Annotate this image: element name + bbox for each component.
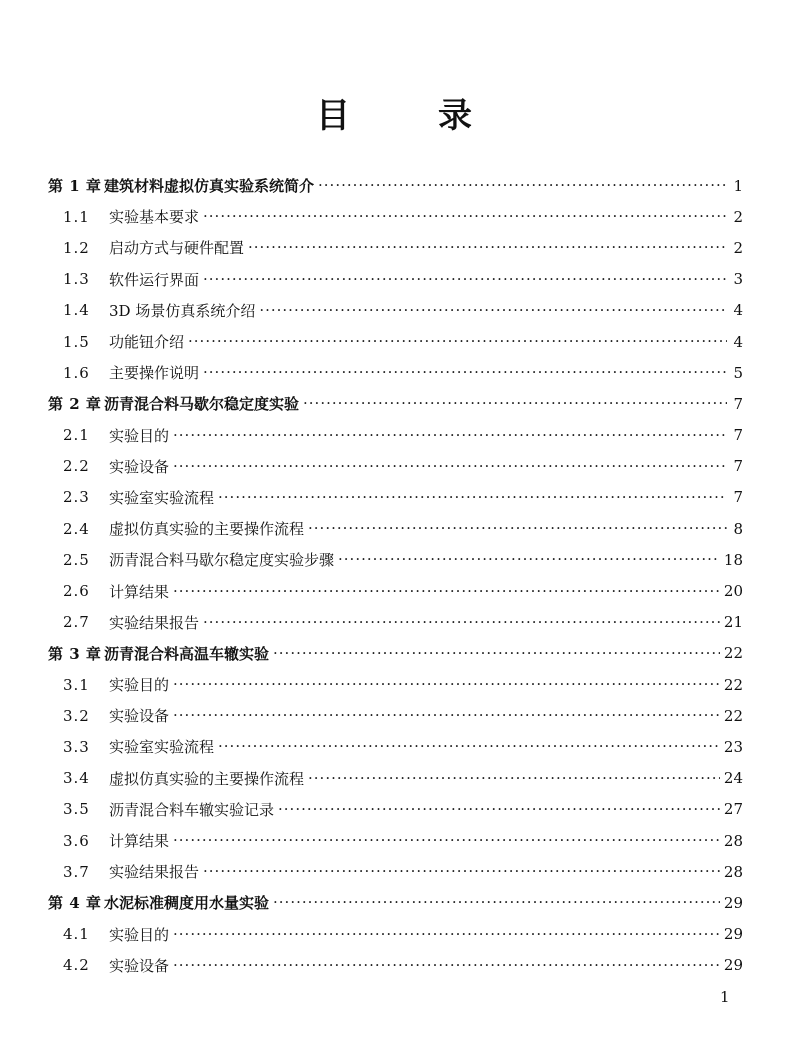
toc-entry-title: 实验目的 [109, 676, 170, 695]
toc-entry-number: 第 2 章 [48, 395, 102, 414]
toc-section-entry [48, 794, 743, 825]
toc-entry-page: 1 [733, 176, 743, 195]
toc-entry-title: 实验设备 [109, 956, 170, 975]
toc-dot-leader [218, 490, 727, 505]
toc-entry-page: 7 [733, 488, 743, 507]
toc-title-char-1: 目 [316, 96, 352, 136]
toc-section-entry [48, 420, 743, 451]
toc-dot-leader [338, 552, 720, 567]
toc-dot-leader [259, 303, 727, 318]
toc-entry-number: 2.1 [63, 426, 90, 445]
toc-entry-number: 3.5 [63, 800, 90, 819]
toc-dot-leader [173, 958, 720, 973]
toc-section-entry [48, 700, 743, 731]
toc-dot-leader [308, 771, 720, 786]
toc-entry-number: 3.7 [63, 862, 90, 881]
toc-entry-page: 7 [733, 457, 743, 476]
toc-section-entry [48, 825, 743, 856]
toc-entry-title: 启动方式与硬件配置 [109, 239, 245, 258]
toc-entry-title: 实验结果报告 [109, 613, 200, 632]
toc-dot-leader [173, 428, 727, 443]
toc-dot-leader [203, 209, 727, 224]
toc-dot-leader [203, 615, 720, 630]
toc-section-entry [48, 357, 743, 388]
toc-entry-title: 实验基本要求 [109, 208, 200, 227]
toc-entry-page: 4 [733, 301, 743, 320]
toc-section-entry [48, 264, 743, 295]
toc-chapter-entry [48, 638, 743, 669]
toc-dot-leader [273, 895, 720, 910]
toc-section-entry [48, 544, 743, 575]
toc-entry-number: 2.5 [63, 550, 90, 569]
toc-entry-title: 3D 场景仿真系统介绍 [109, 301, 256, 320]
toc-dot-leader [203, 365, 727, 380]
toc-entry-title: 实验室实验流程 [109, 738, 215, 757]
toc-chapter-entry [48, 170, 743, 201]
toc-entry-number: 2.4 [63, 519, 90, 538]
toc-entry-page: 22 [723, 706, 743, 725]
toc-section-entry [48, 482, 743, 513]
toc-section-entry [48, 856, 743, 887]
toc-dot-leader [203, 272, 727, 287]
toc-entry-number: 3.3 [63, 737, 90, 756]
toc-entry-page: 5 [733, 363, 743, 382]
table-of-contents [48, 170, 743, 981]
toc-section-entry [48, 731, 743, 762]
toc-dot-leader [173, 584, 720, 599]
toc-dot-leader [308, 521, 727, 536]
toc-section-entry [48, 295, 743, 326]
toc-entry-number: 1.4 [63, 301, 90, 320]
toc-section-entry [48, 201, 743, 232]
toc-entry-title: 实验设备 [109, 457, 170, 476]
toc-entry-title: 实验目的 [109, 925, 170, 944]
toc-entry-number: 2.7 [63, 613, 90, 632]
toc-dot-leader [173, 708, 720, 723]
toc-entry-number: 3.4 [63, 769, 90, 788]
toc-entry-title: 沥青混合料高温车辙实验 [104, 644, 270, 663]
toc-dot-leader [273, 646, 720, 661]
toc-entry-page: 3 [733, 270, 743, 289]
toc-dot-leader [278, 802, 720, 817]
toc-entry-title: 沥青混合料马歇尔稳定度实验 [104, 395, 300, 414]
toc-section-entry [48, 575, 743, 606]
toc-entry-page: 22 [723, 644, 743, 663]
toc-dot-leader [173, 833, 720, 848]
toc-entry-number: 第 4 章 [48, 894, 102, 913]
toc-entry-number: 4.2 [63, 956, 90, 975]
toc-section-entry [48, 763, 743, 794]
toc-entry-title: 水泥标准稠度用水量实验 [104, 894, 270, 913]
toc-entry-number: 1.3 [63, 270, 90, 289]
toc-entry-title: 虚拟仿真实验的主要操作流程 [109, 769, 305, 788]
toc-entry-page: 2 [733, 238, 743, 257]
toc-section-entry [48, 326, 743, 357]
toc-entry-page: 7 [733, 394, 743, 413]
toc-entry-number: 第 3 章 [48, 644, 102, 663]
toc-title [0, 88, 790, 137]
toc-chapter-entry [48, 887, 743, 918]
toc-entry-page: 28 [723, 862, 743, 881]
toc-dot-leader [303, 396, 727, 411]
toc-dot-leader [248, 240, 727, 255]
toc-section-entry [48, 451, 743, 482]
toc-entry-title: 计算结果 [109, 832, 170, 851]
toc-entry-page: 23 [723, 737, 743, 756]
toc-entry-title: 实验结果报告 [109, 863, 200, 882]
toc-entry-title: 实验设备 [109, 707, 170, 726]
toc-section-entry [48, 232, 743, 263]
toc-entry-number: 4.1 [63, 925, 90, 944]
toc-dot-leader [318, 178, 727, 193]
toc-entry-page: 4 [733, 332, 743, 351]
toc-entry-page: 21 [723, 613, 743, 632]
toc-entry-page: 20 [723, 582, 743, 601]
toc-entry-page: 29 [723, 893, 743, 912]
toc-dot-leader [173, 459, 727, 474]
toc-entry-title: 虚拟仿真实验的主要操作流程 [109, 520, 305, 539]
toc-chapter-entry [48, 388, 743, 419]
toc-entry-title: 主要操作说明 [109, 364, 200, 383]
toc-section-entry [48, 607, 743, 638]
toc-entry-title: 沥青混合料马歇尔稳定度实验步骤 [109, 551, 335, 570]
toc-dot-leader [188, 334, 727, 349]
toc-entry-number: 第 1 章 [48, 177, 102, 196]
toc-dot-leader [173, 927, 720, 942]
toc-section-entry [48, 919, 743, 950]
toc-dot-leader [203, 864, 720, 879]
toc-entry-number: 1.2 [63, 238, 90, 257]
toc-entry-title: 沥青混合料车辙实验记录 [109, 800, 275, 819]
toc-section-entry [48, 513, 743, 544]
toc-entry-page: 27 [723, 800, 743, 819]
toc-entry-number: 2.6 [63, 582, 90, 601]
toc-entry-title: 软件运行界面 [109, 270, 200, 289]
toc-entry-page: 29 [723, 956, 743, 975]
toc-entry-number: 1.1 [63, 207, 90, 226]
toc-entry-page: 29 [723, 925, 743, 944]
toc-entry-number: 2.3 [63, 488, 90, 507]
toc-entry-number: 2.2 [63, 457, 90, 476]
toc-entry-page: 2 [733, 207, 743, 226]
toc-entry-title: 功能钮介绍 [109, 333, 185, 352]
toc-entry-page: 7 [733, 426, 743, 445]
toc-entry-page: 22 [723, 675, 743, 694]
toc-entry-page: 28 [723, 831, 743, 850]
toc-entry-number: 1.6 [63, 363, 90, 382]
toc-entry-title: 实验目的 [109, 426, 170, 445]
page-number: 1 [720, 988, 730, 1006]
toc-dot-leader [173, 677, 720, 692]
toc-section-entry [48, 669, 743, 700]
toc-entry-page: 24 [723, 769, 743, 788]
toc-entry-number: 1.5 [63, 332, 90, 351]
toc-entry-title: 实验室实验流程 [109, 488, 215, 507]
toc-entry-page: 8 [733, 519, 743, 538]
toc-dot-leader [218, 739, 720, 754]
toc-title-char-2: 录 [438, 96, 474, 136]
toc-entry-page: 18 [723, 550, 743, 569]
toc-entry-number: 3.6 [63, 831, 90, 850]
toc-entry-number: 3.2 [63, 706, 90, 725]
toc-section-entry [48, 950, 743, 981]
toc-entry-title: 建筑材料虚拟仿真实验系统简介 [104, 177, 315, 196]
toc-entry-number: 3.1 [63, 675, 90, 694]
toc-entry-title: 计算结果 [109, 582, 170, 601]
